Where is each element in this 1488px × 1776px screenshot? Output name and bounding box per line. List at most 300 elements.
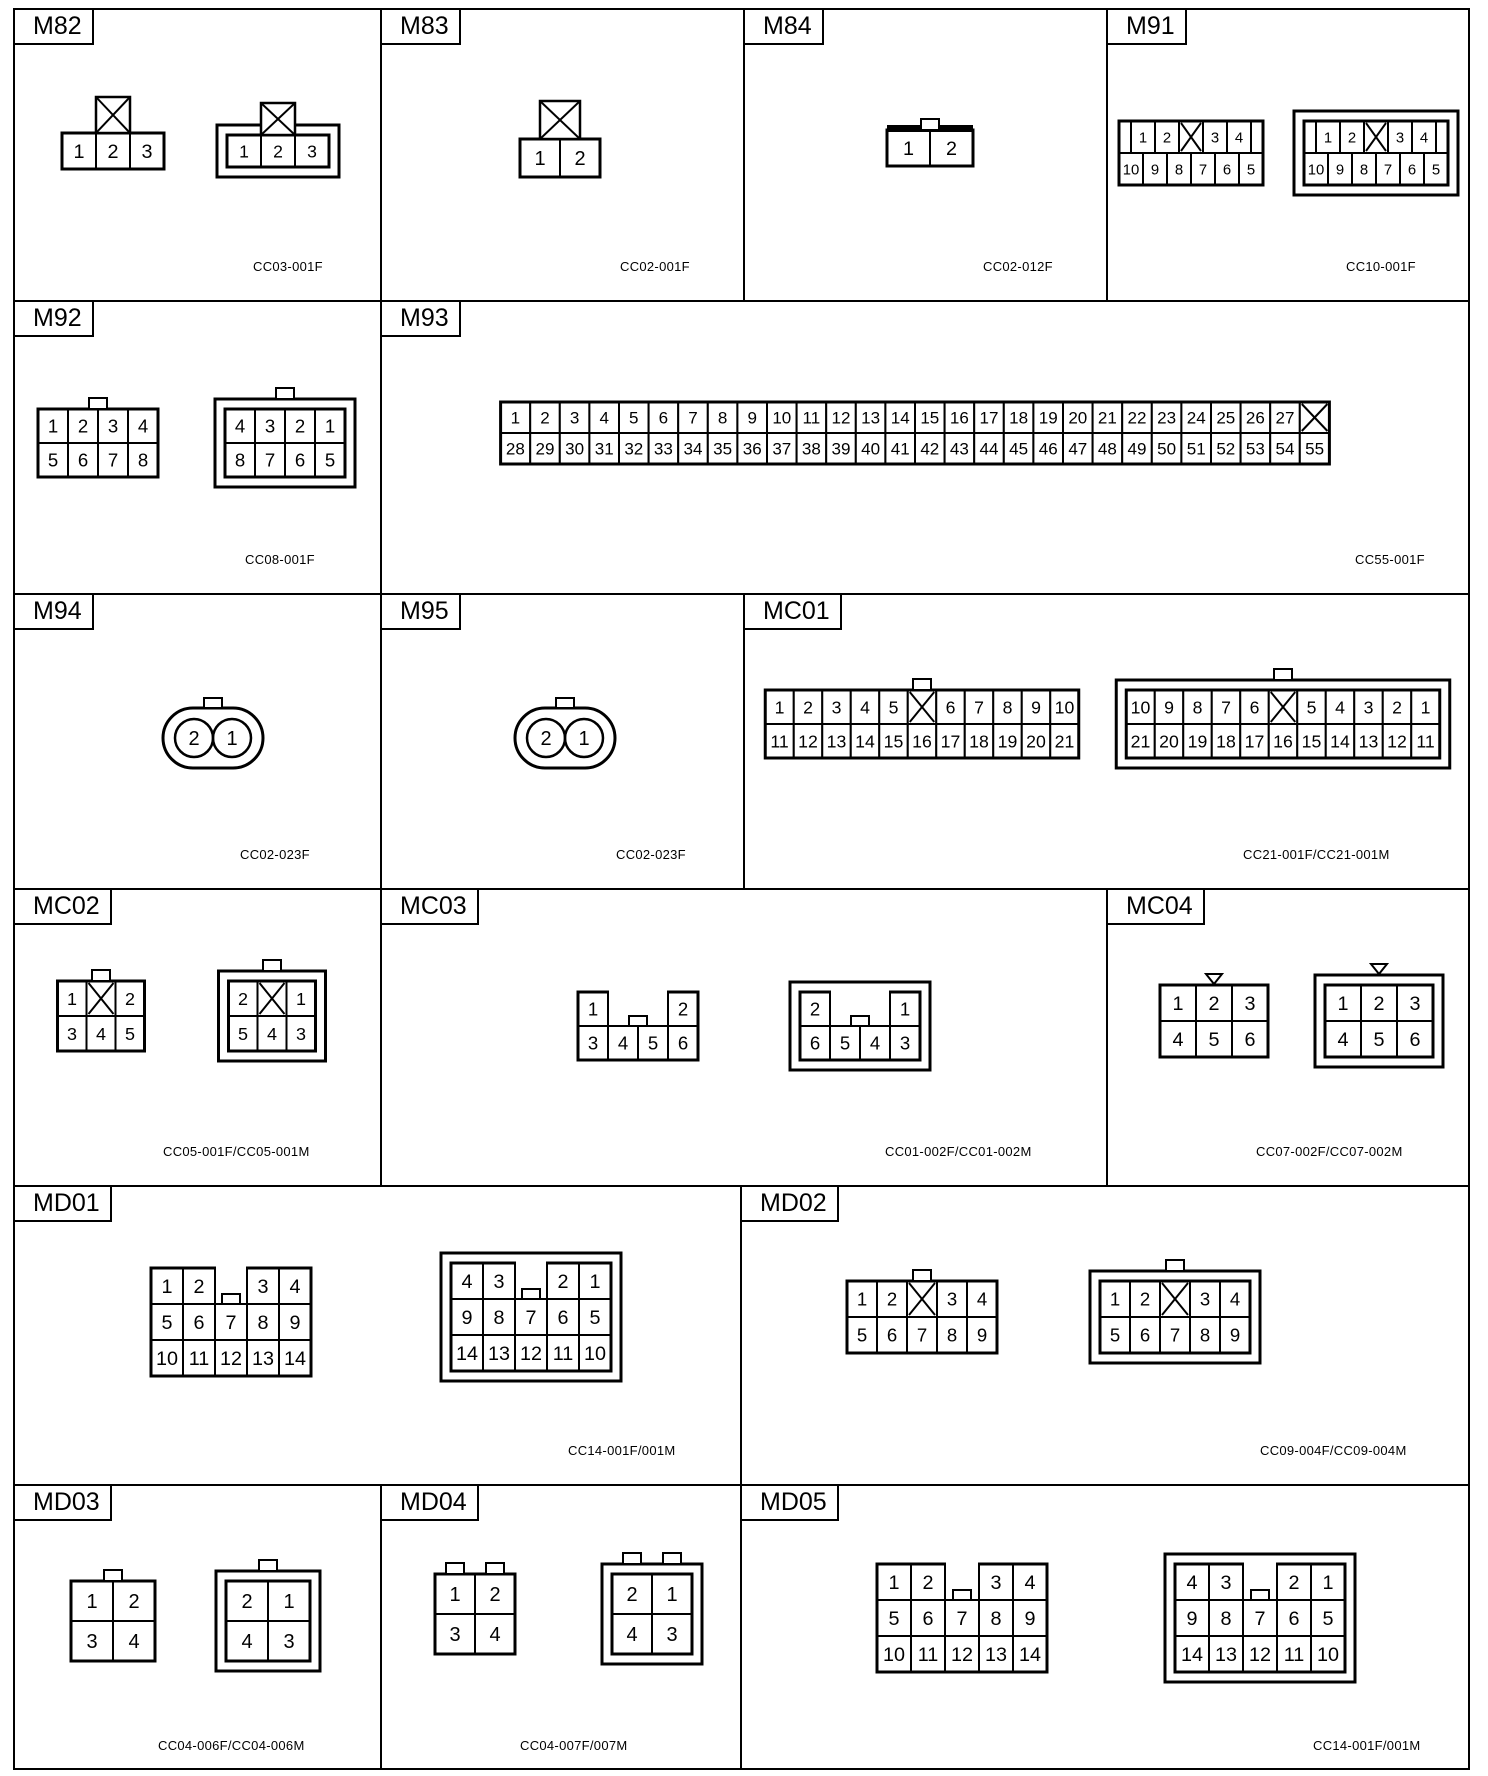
pin-number: 25 xyxy=(1216,408,1236,428)
pin-number: 11 xyxy=(770,731,789,752)
connector-drawing xyxy=(740,1484,1470,1769)
pin-number: 2 xyxy=(1208,993,1220,1016)
pin-number: 38 xyxy=(801,439,821,459)
pin-number: 1 xyxy=(888,1572,900,1595)
pin-number: 2 xyxy=(294,415,306,437)
connector-id-label: M91 xyxy=(1106,8,1187,45)
pin-number: 5 xyxy=(888,1608,900,1631)
pin-number: 1 xyxy=(67,988,77,1009)
connector-panel-md02 xyxy=(740,1185,1470,1484)
pin-number: 6 xyxy=(658,408,669,428)
pin-number: 42 xyxy=(920,439,940,459)
pin-number: 6 xyxy=(1409,1029,1421,1052)
pin-number: 41 xyxy=(890,439,910,459)
pin-number: 2 xyxy=(540,408,550,428)
connector-drawing xyxy=(1106,888,1470,1185)
grid-line xyxy=(740,1185,742,1484)
pin-number: 55 xyxy=(1305,439,1325,459)
pin-number: 12 xyxy=(950,1644,974,1667)
connector-view-mating xyxy=(1294,111,1458,195)
pin-number: 13 xyxy=(251,1348,275,1371)
pin-number: 17 xyxy=(1244,731,1265,752)
connector-id-label: M94 xyxy=(13,593,94,630)
connector-part-code: CC14-001F/001M xyxy=(1313,1738,1421,1753)
pin-number: 21 xyxy=(1130,731,1151,752)
pin-number: 6 xyxy=(193,1312,205,1335)
connector-view-face xyxy=(71,1570,155,1661)
pin-number: 4 xyxy=(461,1271,473,1294)
pin-number: 5 xyxy=(1306,697,1317,718)
connector-panel-m84 xyxy=(743,8,1106,300)
pin-number: 4 xyxy=(241,1631,253,1654)
pin-number: 5 xyxy=(1322,1608,1334,1631)
pin-number: 4 xyxy=(137,415,149,437)
connector-part-code: CC01-002F/CC01-002M xyxy=(885,1144,1032,1159)
pin-number: 1 xyxy=(324,415,336,437)
pin-number: 2 xyxy=(238,988,248,1009)
pin-number: 1 xyxy=(666,1584,678,1607)
pin-number: 8 xyxy=(234,449,246,471)
pin-number: 5 xyxy=(888,697,899,718)
pin-number: 3 xyxy=(1199,1288,1211,1310)
pin-number: 11 xyxy=(1283,1644,1305,1667)
pin-number: 13 xyxy=(984,1644,1008,1667)
connector-part-code: CC55-001F xyxy=(1355,552,1425,567)
pin-number: 9 xyxy=(1024,1608,1036,1631)
pin-number: 14 xyxy=(1180,1644,1204,1667)
grid-line xyxy=(743,8,745,300)
pin-number: 4 xyxy=(267,1023,277,1044)
pin-number: 2 xyxy=(128,1591,140,1614)
pin-number: 2 xyxy=(803,697,813,718)
connector-view-face xyxy=(1160,974,1268,1057)
pin-number: 4 xyxy=(976,1288,988,1310)
pin-number: 2 xyxy=(1373,993,1385,1016)
connector-panel-m92 xyxy=(13,300,380,593)
pin-number: 3 xyxy=(569,408,580,428)
pin-number: 4 xyxy=(599,408,609,428)
pin-number: 6 xyxy=(1222,162,1232,179)
pin-number: 28 xyxy=(505,439,525,459)
pin-number: 3 xyxy=(990,1572,1002,1595)
pin-number: 21 xyxy=(1054,731,1075,752)
pin-number: 2 xyxy=(125,988,135,1009)
connector-part-code: CC07-002F/CC07-002M xyxy=(1256,1144,1403,1159)
connector-panel-md05 xyxy=(740,1484,1470,1769)
pin-number: 10 xyxy=(1307,162,1325,179)
pin-number: 7 xyxy=(1169,1324,1181,1346)
pin-number: 15 xyxy=(883,731,904,752)
pin-number: 10 xyxy=(1054,697,1075,718)
pin-number: 4 xyxy=(1172,1029,1184,1052)
pin-number: 3 xyxy=(666,1624,678,1647)
pin-number: 5 xyxy=(324,449,336,471)
connector-view-mating xyxy=(602,1553,702,1664)
pin-number: 6 xyxy=(557,1307,569,1330)
pin-number: 7 xyxy=(225,1312,237,1335)
pin-number: 13 xyxy=(487,1343,511,1366)
pin-number: 52 xyxy=(1216,439,1236,459)
connector-id-label: M95 xyxy=(380,593,461,630)
pin-number: 13 xyxy=(826,731,847,752)
connector-part-code: CC02-001F xyxy=(620,259,690,274)
pin-number: 7 xyxy=(1221,697,1231,718)
pin-number: 2 xyxy=(557,1271,569,1294)
pin-number: 31 xyxy=(594,439,614,459)
connector-drawing xyxy=(380,8,743,300)
pin-number: 40 xyxy=(861,439,881,459)
pin-number: 7 xyxy=(688,408,698,428)
pin-number: 2 xyxy=(574,148,586,171)
connector-part-code: CC10-001F xyxy=(1346,259,1416,274)
pin-number: 1 xyxy=(283,1591,295,1614)
connector-part-code: CC04-006F/CC04-006M xyxy=(158,1738,305,1753)
grid-line xyxy=(13,593,1470,595)
pin-number: 4 xyxy=(860,697,870,718)
pin-number: 37 xyxy=(772,439,792,459)
pin-number: 2 xyxy=(922,1572,934,1595)
connector-id-label: M92 xyxy=(13,300,94,337)
connector-drawing xyxy=(380,300,1470,593)
connector-part-code: CC04-007F/007M xyxy=(520,1738,628,1753)
pin-number: 43 xyxy=(949,439,969,459)
connector-panel-m95 xyxy=(380,593,743,888)
pin-number: 9 xyxy=(461,1307,473,1330)
pin-number: 5 xyxy=(125,1023,135,1044)
pin-number: 5 xyxy=(238,1023,248,1044)
pin-number: 9 xyxy=(747,408,757,428)
pin-number: 12 xyxy=(798,731,818,752)
connector-view-mating xyxy=(1090,1260,1260,1363)
pin-number: 54 xyxy=(1275,439,1295,459)
pin-number: 1 xyxy=(296,988,306,1009)
pin-number: 32 xyxy=(624,439,644,459)
pin-number: 44 xyxy=(979,439,999,459)
pin-number: 4 xyxy=(1186,1572,1198,1595)
connector-id-label: M93 xyxy=(380,300,461,337)
connector-view-face xyxy=(151,1265,311,1376)
pin-number: 2 xyxy=(489,1584,501,1607)
pin-number: 1 xyxy=(856,1288,868,1310)
connector-view-mating xyxy=(1315,964,1443,1067)
pin-number: 1 xyxy=(1172,993,1184,1016)
connector-view-mating xyxy=(790,982,930,1070)
pin-number: 1 xyxy=(1420,697,1431,718)
pin-number: 8 xyxy=(1359,162,1369,179)
pin-number: 2 xyxy=(188,728,200,750)
pin-number: 46 xyxy=(1038,439,1058,459)
pin-number: 2 xyxy=(626,1584,638,1607)
pin-number: 7 xyxy=(956,1608,968,1631)
pin-number: 5 xyxy=(1208,1029,1220,1052)
pin-number: 11 xyxy=(552,1343,574,1366)
connector-drawing xyxy=(740,1185,1470,1484)
pin-number: 19 xyxy=(1187,731,1208,752)
pin-number: 3 xyxy=(899,1032,911,1054)
pin-number: 19 xyxy=(997,731,1018,752)
pin-number: 6 xyxy=(1407,162,1417,179)
pin-number: 6 xyxy=(1139,1324,1151,1346)
connector-view-face xyxy=(38,398,158,477)
pin-number: 10 xyxy=(1130,697,1151,718)
pin-number: 14 xyxy=(1018,1644,1042,1667)
connector-view-face xyxy=(847,1270,997,1353)
connector-panel-m94 xyxy=(13,593,380,888)
pin-number: 2 xyxy=(77,415,89,437)
pin-number: 20 xyxy=(1068,408,1088,428)
grid-line xyxy=(380,300,382,593)
pin-number: 2 xyxy=(1347,130,1357,147)
pin-number: 21 xyxy=(1097,408,1117,428)
pin-number: 6 xyxy=(809,1032,821,1054)
connector-panel-md03 xyxy=(13,1484,380,1769)
pin-number: 5 xyxy=(47,449,59,471)
pin-number: 12 xyxy=(219,1348,243,1371)
pin-number: 15 xyxy=(920,408,940,428)
pin-number: 3 xyxy=(449,1624,461,1647)
pin-number: 6 xyxy=(1249,697,1260,718)
connector-view-face xyxy=(520,101,600,177)
pin-number: 36 xyxy=(742,439,762,459)
pin-number: 17 xyxy=(979,408,999,428)
pin-number: 16 xyxy=(949,408,969,428)
pin-number: 9 xyxy=(1150,162,1160,179)
pin-number: 5 xyxy=(1109,1324,1121,1346)
pin-number: 1 xyxy=(239,141,249,162)
pin-number: 24 xyxy=(1186,408,1206,428)
connector-drawing xyxy=(13,1484,380,1769)
pin-number: 10 xyxy=(583,1343,607,1366)
connector-view-face xyxy=(435,1563,515,1654)
pin-number: 1 xyxy=(902,138,915,161)
connector-id-label: MD05 xyxy=(740,1484,839,1521)
connector-panel-m82 xyxy=(13,8,380,300)
pin-number: 27 xyxy=(1275,408,1295,428)
pin-number: 7 xyxy=(1198,162,1208,179)
pin-number: 19 xyxy=(1038,408,1058,428)
grid-line xyxy=(380,1484,382,1769)
connector-drawing xyxy=(743,593,1470,888)
pin-number: 6 xyxy=(294,449,306,471)
pin-number: 20 xyxy=(1159,731,1179,752)
pin-number: 2 xyxy=(241,1591,253,1614)
pin-number: 11 xyxy=(917,1644,939,1667)
pin-number: 8 xyxy=(1174,162,1184,179)
pin-number: 2 xyxy=(1162,130,1172,147)
pin-number: 1 xyxy=(1138,130,1148,147)
pin-number: 8 xyxy=(137,449,149,471)
connector-view-face xyxy=(501,402,1330,464)
pin-number: 49 xyxy=(1127,439,1147,459)
pin-number: 4 xyxy=(1419,130,1429,147)
pin-number: 3 xyxy=(141,141,153,164)
pin-number: 10 xyxy=(155,1348,179,1371)
pin-number: 6 xyxy=(677,1032,689,1054)
pin-number: 10 xyxy=(772,408,792,428)
pin-number: 1 xyxy=(47,415,59,437)
pin-number: 1 xyxy=(1323,130,1333,147)
pin-number: 9 xyxy=(1164,697,1174,718)
pin-number: 47 xyxy=(1068,439,1088,459)
connector-id-label: MD01 xyxy=(13,1185,112,1222)
pin-number: 11 xyxy=(802,408,821,428)
pin-number: 14 xyxy=(455,1343,479,1366)
pin-number: 3 xyxy=(493,1271,505,1294)
connector-view-face xyxy=(62,97,164,169)
connector-drawing xyxy=(380,1484,740,1769)
connector-panel-md01 xyxy=(13,1185,740,1484)
pin-number: 3 xyxy=(283,1631,295,1654)
pin-number: 5 xyxy=(161,1312,173,1335)
pin-number: 7 xyxy=(264,449,276,471)
pin-number: 3 xyxy=(67,1023,77,1044)
pin-number: 1 xyxy=(1322,1572,1334,1595)
pin-number: 14 xyxy=(855,731,875,752)
pin-number: 15 xyxy=(1301,731,1322,752)
connector-drawing xyxy=(380,888,1106,1185)
pin-number: 2 xyxy=(107,141,119,164)
pin-number: 53 xyxy=(1245,439,1265,459)
pin-number: 6 xyxy=(886,1324,898,1346)
grid-line xyxy=(13,888,1470,890)
connector-view-face xyxy=(887,119,973,166)
connector-part-code: CC09-004F/CC09-004M xyxy=(1260,1443,1407,1458)
connector-panel-mc04 xyxy=(1106,888,1470,1185)
pin-number: 18 xyxy=(969,731,989,752)
pin-number: 1 xyxy=(449,1584,461,1607)
connector-id-label: MD04 xyxy=(380,1484,479,1521)
connector-part-code: CC05-001F/CC05-001M xyxy=(163,1144,310,1159)
pin-number: 13 xyxy=(1358,731,1379,752)
pin-number: 14 xyxy=(1330,731,1350,752)
pin-number: 50 xyxy=(1157,439,1177,459)
connector-part-code: CC02-023F xyxy=(240,847,310,862)
pin-number: 4 xyxy=(234,415,246,437)
connector-panel-m83 xyxy=(380,8,743,300)
pin-number: 11 xyxy=(188,1348,210,1371)
pin-number: 20 xyxy=(1026,731,1046,752)
connector-view-face xyxy=(515,698,615,768)
connector-drawing xyxy=(13,888,380,1185)
pin-number: 3 xyxy=(1220,1572,1232,1595)
connector-view-mating xyxy=(219,960,326,1061)
pin-number: 4 xyxy=(489,1624,501,1647)
pin-number: 4 xyxy=(617,1032,629,1054)
connector-drawing xyxy=(1106,8,1470,300)
connector-view-face xyxy=(765,679,1079,758)
connector-id-label: MC04 xyxy=(1106,888,1205,925)
connector-part-code: CC02-023F xyxy=(616,847,686,862)
pin-number: 5 xyxy=(1373,1029,1385,1052)
connector-drawing xyxy=(13,8,380,300)
pin-number: 29 xyxy=(535,439,555,459)
pin-number: 1 xyxy=(578,728,590,750)
pin-number: 4 xyxy=(869,1032,881,1054)
pin-number: 35 xyxy=(713,439,733,459)
connector-id-label: M83 xyxy=(380,8,461,45)
pin-number: 1 xyxy=(534,148,546,171)
grid-line xyxy=(1106,8,1108,300)
pin-number: 7 xyxy=(525,1307,537,1330)
pin-number: 1 xyxy=(774,697,785,718)
grid-line xyxy=(380,888,382,1185)
connector-view-mating xyxy=(441,1253,621,1381)
pin-number: 4 xyxy=(128,1631,140,1654)
connector-panel-mc02 xyxy=(13,888,380,1185)
pin-number: 12 xyxy=(1387,731,1407,752)
connector-view-mating xyxy=(215,388,355,487)
pin-number: 9 xyxy=(1186,1608,1198,1631)
pin-number: 4 xyxy=(626,1624,638,1647)
pin-number: 4 xyxy=(1337,1029,1349,1052)
connector-id-label: M82 xyxy=(13,8,94,45)
pin-number: 3 xyxy=(587,1032,599,1054)
connector-id-label: MD02 xyxy=(740,1185,839,1222)
pin-number: 10 xyxy=(1122,162,1140,179)
pin-number: 7 xyxy=(107,449,119,471)
pin-number: 7 xyxy=(916,1324,928,1346)
pin-number: 8 xyxy=(493,1307,505,1330)
pin-number: 5 xyxy=(1246,162,1256,179)
pin-number: 4 xyxy=(1234,130,1244,147)
pin-number: 10 xyxy=(882,1644,906,1667)
connector-drawing xyxy=(13,593,380,888)
pin-number: 2 xyxy=(1139,1288,1151,1310)
pin-number: 4 xyxy=(289,1276,301,1299)
pin-number: 8 xyxy=(1192,697,1203,718)
pin-number: 1 xyxy=(899,998,911,1020)
pin-number: 45 xyxy=(1009,439,1029,459)
pin-number: 3 xyxy=(307,141,317,162)
pin-number: 23 xyxy=(1157,408,1177,428)
connector-part-code: CC21-001F/CC21-001M xyxy=(1243,847,1390,862)
pin-number: 22 xyxy=(1127,408,1147,428)
pin-number: 33 xyxy=(653,439,673,459)
connector-panel-m91 xyxy=(1106,8,1470,300)
connector-part-code: CC08-001F xyxy=(245,552,315,567)
connector-panel-mc03 xyxy=(380,888,1106,1185)
pin-number: 5 xyxy=(629,408,639,428)
pin-number: 3 xyxy=(296,1023,306,1044)
pin-number: 4 xyxy=(1024,1572,1036,1595)
pin-number: 2 xyxy=(886,1288,898,1310)
pin-number: 8 xyxy=(946,1324,958,1346)
pin-number: 6 xyxy=(1244,1029,1256,1052)
connector-drawing xyxy=(13,1185,740,1484)
pin-number: 18 xyxy=(1009,408,1029,428)
grid-line xyxy=(13,8,1470,10)
connector-view-face xyxy=(578,989,698,1060)
connector-drawing xyxy=(13,300,380,593)
pin-number: 1 xyxy=(589,1271,601,1294)
connector-part-code: CC14-001F/001M xyxy=(568,1443,676,1458)
connector-view-face xyxy=(163,698,263,768)
pin-number: 3 xyxy=(86,1631,98,1654)
grid-line xyxy=(1106,888,1108,1185)
pin-number: 39 xyxy=(831,439,851,459)
pin-number: 3 xyxy=(1244,993,1256,1016)
pin-number: 4 xyxy=(1335,697,1345,718)
grid-line xyxy=(740,1484,742,1769)
pin-number: 9 xyxy=(1031,697,1041,718)
connector-drawing xyxy=(743,8,1106,300)
pin-number: 9 xyxy=(289,1312,301,1335)
pin-number: 51 xyxy=(1186,439,1206,459)
pin-number: 9 xyxy=(1335,162,1345,179)
pin-number: 5 xyxy=(647,1032,659,1054)
pin-number: 3 xyxy=(1409,993,1421,1016)
pin-number: 1 xyxy=(1337,993,1349,1016)
